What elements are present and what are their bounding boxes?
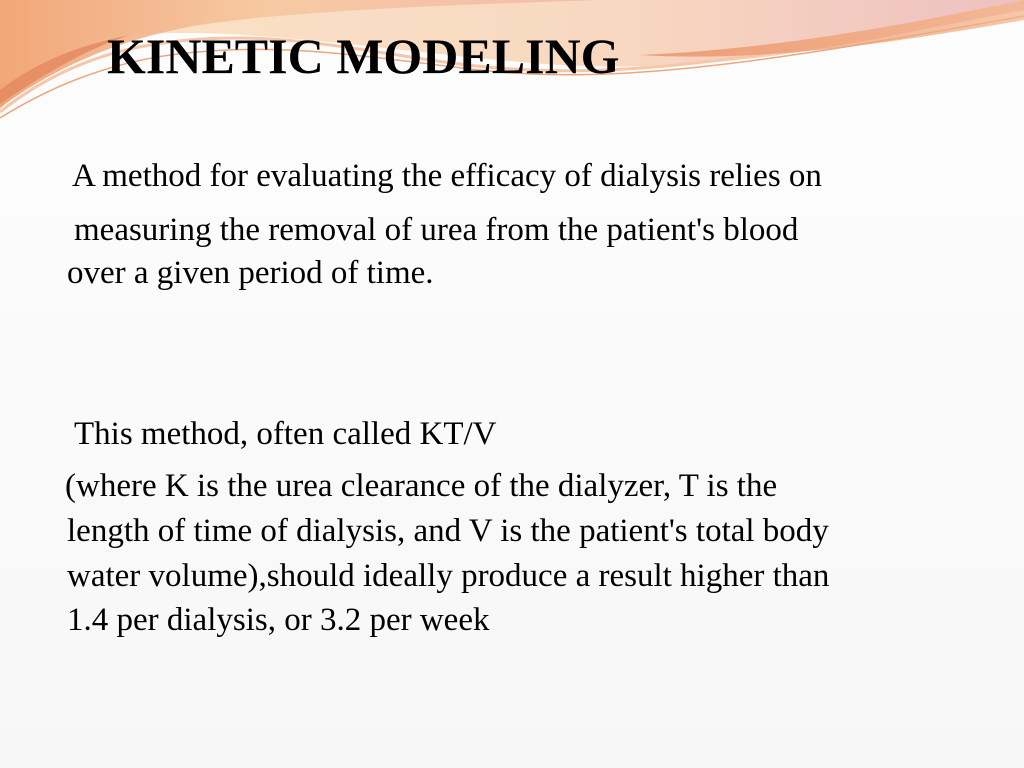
paragraph-2-line-3: length of time of dialysis, and V is the patient's total body <box>67 513 829 549</box>
slide-title: KINETIC MODELING <box>107 28 620 84</box>
paragraph-2-line-1: This method, often called KT/V <box>74 416 497 452</box>
paragraph-2-line-4: water volume),should ideally produce a result higher than <box>67 558 830 594</box>
paragraph-1-line-1: A method for evaluating the efficacy of dialysis relies on <box>72 158 822 194</box>
paragraph-1-line-2: measuring the removal of urea from the patient's blood <box>74 212 799 248</box>
paragraph-1-line-3: over a given period of time. <box>67 255 434 291</box>
paragraph-2-line-2: (where K is the urea clearance of the dialyzer, T is the <box>65 468 778 504</box>
paragraph-2-line-5: 1.4 per dialysis, or 3.2 per week <box>67 602 490 638</box>
